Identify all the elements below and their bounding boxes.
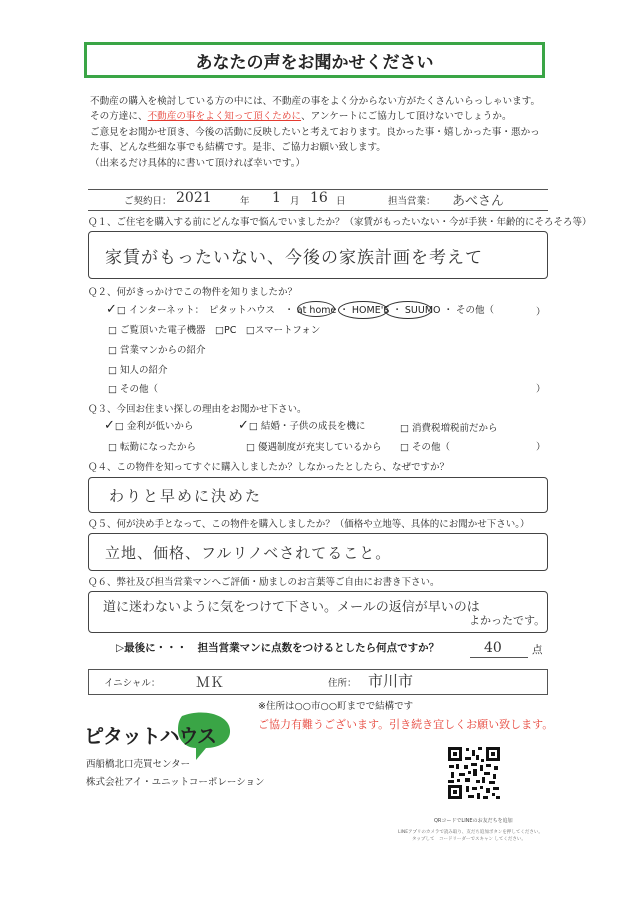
question-4: Ｑ４、この物件を知ってすぐに購入しましたか？しなかったとしたら、なぜですか？ bbox=[88, 462, 450, 473]
contract-month-unit: 月 bbox=[290, 196, 300, 207]
intro-line-4: た事、どんな些細な事でも結構です。是非、ご協力お願い致します。 bbox=[90, 142, 386, 154]
qr-caption: QRコードでLINEのお友だちを追加 bbox=[434, 818, 513, 824]
qr-note-line-1: LINEアプリのカメラで読み取り、友だち追加ボタンを押してください。 bbox=[398, 830, 543, 835]
option-q3-other-label: その他（ bbox=[412, 442, 451, 453]
option-other-close: ） bbox=[536, 384, 546, 395]
line-qr-code[interactable] bbox=[446, 745, 502, 801]
option-acquaint-label: 知人の紹介 bbox=[120, 365, 168, 376]
question-3: Ｑ３、今回お住まい探しの理由をお聞かせ下さい。 bbox=[88, 404, 307, 415]
branch-name: 西船橋北口売買センター bbox=[86, 759, 191, 770]
qr-note-line-2: タップして コードリーダーでスキャン してください。 bbox=[412, 837, 526, 842]
question-1: Ｑ１、ご住宅を購入する前にどんな事で悩んでいましたか？（家賃がもったいない・今が手狭・年齢的にそろそろ等） bbox=[88, 217, 592, 228]
option-sales-row bbox=[108, 342, 206, 356]
thanks-message: ご協力有難うございます。引き続き宜しくお願い致します。 bbox=[258, 718, 554, 731]
answer-6-line-2: よかったです。 bbox=[469, 614, 546, 627]
option-internet-label: インターネット： ピタットハウス ・ at home ・ HOME'S ・ SUUMO ・ その他（ bbox=[128, 305, 495, 316]
option-device-row bbox=[108, 322, 320, 336]
answer-4-text: わりと早めに決めた bbox=[109, 487, 263, 505]
question-6: Ｑ６、弊社及び担当営業マンへご評価・励ましのお言葉等ご自由にお書き下さい。 bbox=[88, 577, 440, 588]
intro-line-2-pre: その方達に、 bbox=[90, 111, 148, 123]
intro-line-5: （出来るだけ具体的に書いて頂ければ幸いです。） bbox=[90, 157, 306, 169]
checkbox-rate[interactable]: □ bbox=[114, 421, 124, 432]
intro-line-3: ご意見をお聞かせ頂き、今後の活動に反映したいと考えております。良かった事・嬉しかった事・悪かっ bbox=[90, 126, 540, 138]
checkbox-acquaint[interactable]: □ bbox=[108, 365, 117, 376]
checkbox-transfer[interactable]: □ bbox=[108, 442, 117, 453]
page-title: あなたの声をお聞かせください bbox=[84, 42, 545, 78]
intro-line-2 bbox=[90, 109, 560, 124]
option-rate-label: 金利が低いから bbox=[126, 421, 194, 432]
contract-year-unit: 年 bbox=[240, 196, 250, 207]
option-transfer-row bbox=[108, 439, 196, 453]
checkbox-sales[interactable]: □ bbox=[108, 345, 117, 356]
checkmark-icon: ✓ bbox=[106, 302, 117, 317]
option-rate-row bbox=[104, 418, 193, 433]
checkbox-q3-other[interactable]: □ bbox=[400, 442, 409, 453]
option-other-row bbox=[108, 381, 158, 395]
answer-box-6[interactable] bbox=[88, 591, 548, 633]
score-value[interactable]: 40 bbox=[484, 640, 502, 656]
checkbox-benefit[interactable]: □ bbox=[246, 442, 255, 453]
circle-mark-homes bbox=[338, 301, 388, 319]
circle-mark-suumo bbox=[384, 301, 432, 319]
checkmark-icon: ✓ bbox=[104, 418, 115, 433]
intro-line-1: 不動産の購入を検討している方の中には、不動産の事をよく分からない方がたくさんいらっしゃいます。 bbox=[90, 96, 541, 107]
address-label: 住所： bbox=[328, 678, 357, 689]
staff-label: 担当営業： bbox=[388, 196, 436, 207]
checkbox-other[interactable]: □ bbox=[108, 384, 117, 395]
answer-box-5[interactable] bbox=[88, 533, 548, 571]
initial-value[interactable]: ＭＫ bbox=[196, 675, 224, 691]
checkbox-marriage[interactable]: □ bbox=[248, 421, 258, 432]
option-tax-row bbox=[400, 420, 498, 434]
option-benefit-label: 優遇制度が充実しているから bbox=[258, 442, 382, 453]
score-underline bbox=[470, 657, 528, 658]
score-label: ▷最後に・・・ 担当営業マンに点数をつけるとしたら何点ですか？ bbox=[116, 642, 440, 654]
intro-paragraph bbox=[90, 94, 560, 171]
option-acquaint-row bbox=[108, 362, 168, 376]
option-internet-close: ） bbox=[536, 307, 546, 318]
option-tax-label: 消費税増税前だから bbox=[412, 423, 498, 434]
answer-5-text: 立地、価格、フルリノベされてること。 bbox=[105, 544, 392, 562]
answer-6-line-1: 道に迷わないように気をつけて下さい。メールの返信が早いのは bbox=[103, 600, 480, 615]
option-benefit-row bbox=[246, 439, 382, 453]
question-5: Ｑ５、何が決め手となって、この物件を購入しましたか？（価格や立地等、具体的にお聞かせ下さい。） bbox=[88, 519, 530, 530]
checkmark-icon: ✓ bbox=[238, 418, 249, 433]
option-q3-other-row bbox=[400, 439, 450, 453]
contract-day-unit: 日 bbox=[336, 196, 346, 207]
contract-day-value[interactable]: 16 bbox=[310, 190, 328, 206]
logo-text: ピタットハウス bbox=[84, 724, 216, 748]
circle-mark-athome bbox=[297, 301, 335, 317]
contract-date-label: ご契約日： bbox=[124, 196, 172, 207]
contract-year-value[interactable]: 2021 bbox=[176, 190, 212, 206]
address-note: ※住所は○○市○○町までで結構です bbox=[258, 701, 414, 712]
option-other-label: その他（ bbox=[120, 384, 159, 395]
option-marriage-row bbox=[238, 418, 365, 433]
answer-1-text: 家賃がもったいない、今後の家族計画を考えて bbox=[105, 248, 483, 268]
checkbox-tax[interactable]: □ bbox=[400, 423, 409, 434]
contract-bottom-line bbox=[88, 210, 548, 211]
answer-box-1[interactable] bbox=[88, 231, 548, 279]
initial-label: イニシャル： bbox=[104, 678, 161, 689]
intro-line-2-post: 、アンケートにご協力して頂けないでしょうか。 bbox=[301, 111, 512, 123]
checkbox-internet[interactable]: □ bbox=[116, 305, 126, 316]
company-name: 株式会社アイ・ユニットコーポレーション bbox=[86, 777, 265, 788]
contract-month-value[interactable]: 1 bbox=[272, 190, 281, 206]
staff-value[interactable]: あべさん bbox=[452, 194, 505, 209]
intro-highlight: 不動産の事をよく知って頂くために bbox=[147, 111, 302, 123]
question-2: Ｑ２、何がきっかけでこの物件を知りましたか？ bbox=[88, 287, 298, 298]
answer-box-4[interactable] bbox=[88, 477, 548, 513]
score-unit: 点 bbox=[532, 644, 543, 656]
checkbox-device[interactable]: □ bbox=[108, 325, 117, 336]
option-sales-label: 営業マンからの紹介 bbox=[120, 345, 206, 356]
address-value[interactable]: 市川市 bbox=[368, 672, 414, 690]
option-q3-other-close: ） bbox=[536, 442, 546, 453]
option-device-label: ご覧頂いた電子機器 □PC □スマートフォン bbox=[120, 325, 321, 336]
qr-code-icon bbox=[446, 745, 502, 801]
option-transfer-label: 転勤になったから bbox=[120, 442, 197, 453]
option-marriage-label: 結婚・子供の成長を機に bbox=[260, 421, 366, 432]
